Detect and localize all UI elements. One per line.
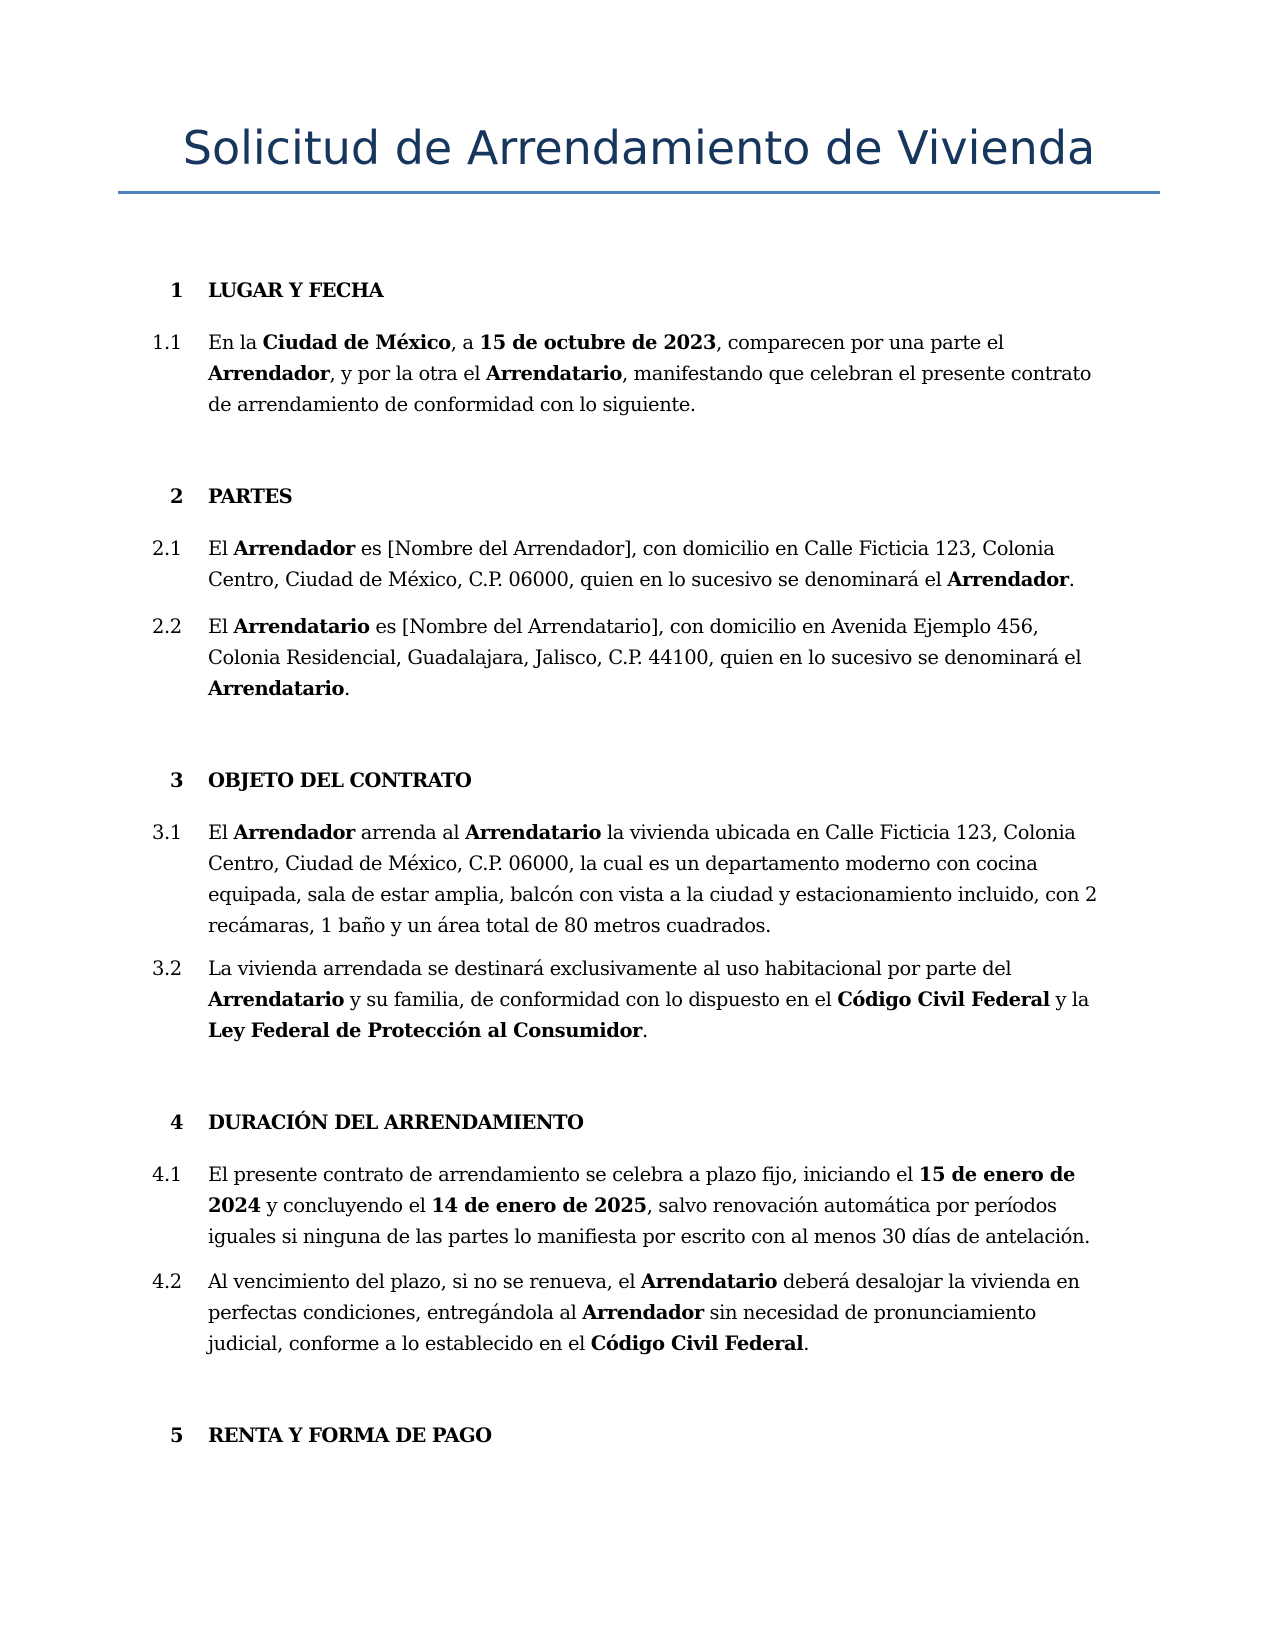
text-line: Arrendatario. xyxy=(208,677,350,700)
clause-number: 4.2 xyxy=(152,1270,182,1293)
clause-number: 3.2 xyxy=(152,957,182,980)
text-line: recámaras, 1 baño y un área total de 80 metros cuadrados. xyxy=(208,914,771,937)
document-title: Solicitud de Arrendamiento de Vivienda xyxy=(182,121,1096,175)
text-line: judicial, conforme a lo establecido en el Código Civil Federal. xyxy=(208,1332,810,1355)
clause-number: 1.1 xyxy=(152,331,182,354)
clause-text xyxy=(208,1159,1113,1252)
section-title: DURACIÓN DEL ARRENDAMIENTO xyxy=(208,1111,584,1134)
text-line: perfectas condiciones, entregándola al Arrendador sin necesidad de pronunciamiento xyxy=(208,1301,1036,1324)
section-number: 4 xyxy=(170,1111,183,1134)
clause-text xyxy=(208,611,1113,704)
title-underline-rule xyxy=(118,191,1160,194)
section-number: 1 xyxy=(170,279,183,302)
text-line: Centro, Ciudad de México, C.P. 06000, quien en lo sucesivo se denominará el Arrendador. xyxy=(208,568,1075,591)
clause-number: 3.1 xyxy=(152,821,182,844)
text-line: iguales si ninguna de las partes lo manifiesta por escrito con al menos 30 días de antelación. xyxy=(208,1225,1090,1248)
clause-number: 2.2 xyxy=(152,615,182,638)
clause-text xyxy=(208,327,1113,420)
text-line: En la Ciudad de México, a 15 de octubre de 2023, comparecen por una parte el xyxy=(208,331,1004,354)
clause-text xyxy=(208,817,1113,941)
text-line: Centro, Ciudad de México, C.P. 06000, la cual es un departamento moderno con cocina xyxy=(208,852,1038,875)
text-line: La vivienda arrendada se destinará exclusivamente al uso habitacional por parte del xyxy=(208,957,1012,980)
section-title: RENTA Y FORMA DE PAGO xyxy=(208,1424,492,1447)
section-title: OBJETO DEL CONTRATO xyxy=(208,769,472,792)
section-number: 5 xyxy=(170,1424,183,1447)
text-line: de arrendamiento de conformidad con lo siguiente. xyxy=(208,393,696,416)
text-line: 2024 y concluyendo el 14 de enero de 2025, salvo renovación automática por períodos xyxy=(208,1194,1057,1217)
text-line: equipada, sala de estar amplia, balcón con vista a la ciudad y estacionamiento incluido, con 2 xyxy=(208,883,1097,906)
section-number: 3 xyxy=(170,769,183,792)
clause-number: 4.1 xyxy=(152,1163,182,1186)
clause-text xyxy=(208,533,1113,595)
text-line: El Arrendatario es [Nombre del Arrendatario], con domicilio en Avenida Ejemplo 456, xyxy=(208,615,1039,638)
section-number: 2 xyxy=(170,485,183,508)
text-line: Al vencimiento del plazo, si no se renueva, el Arrendatario deberá desalojar la vivienda en xyxy=(208,1270,1080,1293)
section-title: LUGAR Y FECHA xyxy=(208,279,384,302)
text-line: El Arrendador arrenda al Arrendatario la vivienda ubicada en Calle Ficticia 123, Colonia xyxy=(208,821,1076,844)
section-title: PARTES xyxy=(208,485,293,508)
text-line: Arrendador, y por la otra el Arrendatario, manifestando que celebran el presente contrato xyxy=(208,362,1092,385)
text-line: El Arrendador es [Nombre del Arrendador], con domicilio en Calle Ficticia 123, Colonia xyxy=(208,537,1055,560)
text-line: Colonia Residencial, Guadalajara, Jalisco, C.P. 44100, quien en lo sucesivo se denominará el xyxy=(208,646,1082,669)
text-line: El presente contrato de arrendamiento se celebra a plazo fijo, iniciando el 15 de enero de xyxy=(208,1163,1076,1186)
text-line: Ley Federal de Protección al Consumidor. xyxy=(208,1019,648,1042)
clause-number: 2.1 xyxy=(152,537,182,560)
text-line: Arrendatario y su familia, de conformidad con lo dispuesto en el Código Civil Federal y la xyxy=(208,988,1089,1011)
clause-text xyxy=(208,953,1113,1046)
clause-text xyxy=(208,1266,1113,1359)
